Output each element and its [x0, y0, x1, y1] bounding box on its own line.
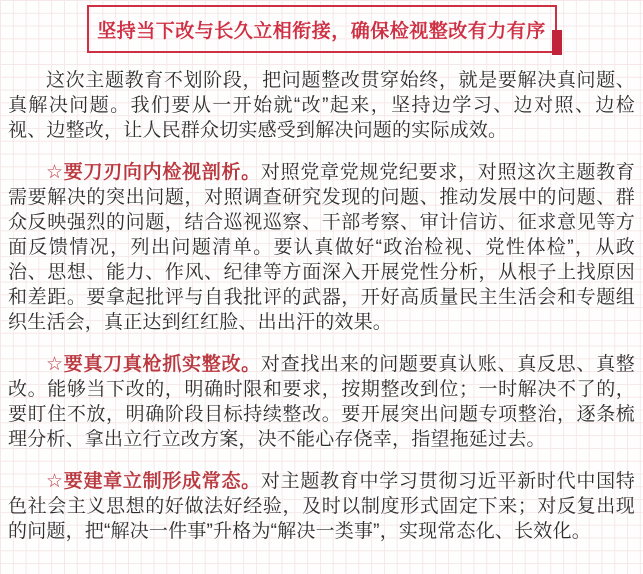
star-icon: ☆	[46, 471, 64, 492]
paragraph-real-rectification	[8, 352, 635, 452]
paragraph-lead: 要刀刃向内检视剖析。	[63, 162, 261, 183]
intro-paragraph	[8, 68, 635, 143]
paragraph-text: 对主题教育中学习贯彻习近平新时代中国特色社会主义思想的好做法好经验，及时以制度形式固定下来；对反复出现的问题，把“解决一件事”升格为“解决一类事”，实现常态化、长效化。	[8, 471, 635, 542]
paragraph-institutionalize	[8, 469, 635, 544]
article-body	[0, 53, 643, 544]
red-accent-bar	[552, 30, 562, 55]
star-icon: ☆	[46, 354, 64, 375]
paragraph-text: 对照党章党规党纪要求，对照这次主题教育需要解决的突出问题，对照调查研究发现的问题、推动发展中的问题、群众反映强烈的问题，结合巡视巡察、干部考察、审计信访、征求意见等方面反馈情况，列出问题清单。要认真做好“政治检视、党性体检”，从政治、思想、能力、作风、纪律等方面深入开展党性分析，从根子上找原因和差距。要拿起批评与自我批评的武器，开好高质量民主生活会和专题组织生活会，真正达到红红脸、出出汗的效果。	[8, 162, 635, 333]
paragraph-inspect-analysis	[8, 160, 635, 335]
paragraph-text: 这次主题教育不划阶段，把问题整改贯穿始终，就是要解决真问题、真解决问题。我们要从一开始就“改”起来，坚持边学习、边对照、边检视、边整改，让人民群众切实感受到解决问题的实际成效。	[8, 70, 635, 141]
paragraph-text: 对查找出来的问题要真认账、真反思、真整改。能够当下改的，明确时限和要求，按期整改到位；一时解决不了的，要盯住不放，明确阶段目标持续整改。要开展突出问题专项整治，逐条梳理分析、拿出立行立改方案，决不能心存侥幸，指望拖延过去。	[8, 354, 635, 450]
paragraph-lead: 要建章立制形成常态。	[63, 471, 261, 492]
page-title: 坚持当下改与长久立相衔接，确保检视整改有力有序	[97, 21, 546, 42]
star-icon: ☆	[46, 162, 64, 183]
paragraph-lead: 要真刀真枪抓实整改。	[63, 354, 261, 375]
title-banner	[87, 5, 557, 53]
